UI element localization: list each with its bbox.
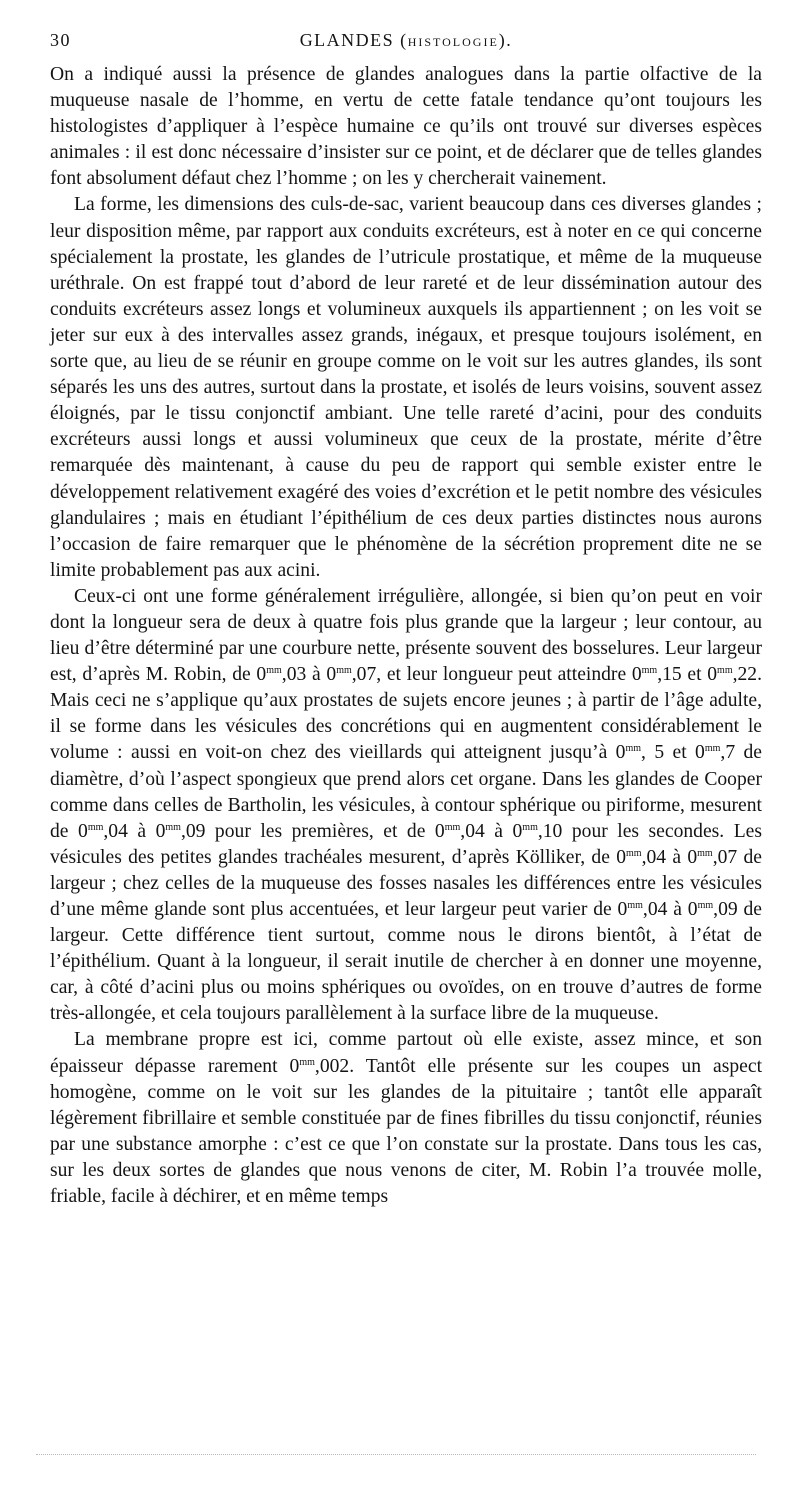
unit-superscript: mm <box>626 847 642 859</box>
text-run: ,03 à 0 <box>281 664 337 686</box>
page-number: 30 <box>50 30 71 50</box>
footer-rule <box>36 1454 756 1455</box>
text-run: ,04 à 0 <box>460 820 523 842</box>
unit-superscript: mm <box>627 900 643 911</box>
unit-superscript: mm <box>522 821 538 833</box>
paragraph-membrane-propre <box>50 1027 762 1210</box>
unit-superscript: mm <box>299 1056 315 1068</box>
text-run: ,002. Tantôt elle présente sur les coupes un aspect homogène, comme on le voit sur les glandes de la pituitaire ; tantôt elle apparaît légèrement fibrillaire et semble constituée par de fines fibrilles du tissu conjonctif, réunies par une substance amorphe : c’est ce que l’on constate sur la prostate. Dans tous les cas, sur les deux sortes de glandes que nous venons de citer, M. Robin l’a trouvée molle, friable, facile à déchirer, et en même temps <box>50 1055 763 1208</box>
unit-superscript: mm <box>697 900 714 911</box>
text-run: ,04 à 0 <box>103 820 166 842</box>
text-run: ,22. Mais ceci ne s’applique qu’aux prostates de sujets encore jeunes ; à partir de l’âge adulte, il se forme dans les vésicules des concrétions qui en augmentent considérablement le volume : aussi en voit-on chez des vieillards qui atteignent jusqu’à 0 <box>50 664 762 764</box>
text-run: ,07 de largeur ; chez celles de la muqueuse des fosses nasales les différences entre les vésicules d’une même glande sont plus accentuées, et leur largeur peut varier de 0 <box>50 846 762 920</box>
text-run: ,04 à 0 <box>642 899 698 920</box>
unit-superscript: mm <box>697 847 713 859</box>
running-title-smallcaps: HISTOLOGIE <box>407 35 499 49</box>
text-run: Ceux-ci ont une forme généralement irrégulière, allongée, si bien qu’on peut en voir dont la longueur sera de deux à quatre fois plus grande que la largeur ; leur contour, au lieu d’être déterminé par une courbure nette, présente souvent des bosselures. Leur largeur est, d’après M. Robin, de 0 <box>50 585 762 686</box>
unit-superscript: mm <box>641 665 658 677</box>
unit-superscript: mm <box>336 665 352 677</box>
text-run: La membrane propre est ici, comme partout où elle existe, assez mince, et son épaisseur dépasse rarement 0 <box>50 1029 762 1077</box>
text-run: ,7 de diamètre, d’où l’aspect spongieux que prend alors cet organe. Dans les glandes de Cooper comme dans celles de Bartholin, les vésicules, à contour sphérique ou piriforme, mesurent de 0 <box>50 742 763 842</box>
running-title-main: GLANDES ( <box>299 30 408 50</box>
running-head <box>50 30 762 54</box>
unit-superscript: mm <box>165 821 181 833</box>
unit-superscript: mm <box>625 743 642 755</box>
text-run: ,07, et leur longueur peut atteindre 0 <box>351 664 642 686</box>
unit-superscript: mm <box>717 665 733 677</box>
paragraph-olfactive-glands: On a indiqué aussi la présence de glandes analogues dans la partie olfactive de la muqueuse nasale de l’homme, en vertu de cette fatale tendance qu’ont toujours les histologistes d’appliquer à l’espèce humaine ce qu’ils ont trouvé sur diverses espèces animales : il est donc nécessaire d’insister sur ce point, et de déclarer que de telles glandes font absolument défaut chez l’homme ; on les y chercherait vainement. <box>50 64 762 190</box>
unit-superscript: mm <box>704 743 721 755</box>
text-run: ,09 pour les premières, et de 0 <box>180 820 445 842</box>
text-run: ,15 et 0 <box>657 664 718 686</box>
text-run: , 5 et 0 <box>641 742 705 764</box>
text-run: ,04 à 0 <box>641 846 698 868</box>
text-run: ,10 pour les secondes. Les vésicules des petites glandes trachéales mesurent, d’après Kölliker, de 0 <box>50 820 762 868</box>
body-text <box>50 62 762 1210</box>
paragraph-forme-dimensions: La forme, les dimensions des culs-de-sac, varient beaucoup dans ces diverses glandes ; leur disposition même, par rapport aux conduits excréteurs, est à noter en ce qui concerne spécialement la prostate, les glandes de l’utricule prostatique, et même de la muqueuse uréthrale. On est frappé tout d’abord de leur rareté et de leur dissémination autour des conduits excréteurs assez longs et volumineux auxquels ils appartiennent ; on les voit se jeter sur eux à des intervalles assez grands, inégaux, et presque toujours isolément, en sorte que, au lieu de se réunir en groupe comme on le voit sur les autres glandes, ils sont séparés les uns des autres, surtout dans la prostate, et isolés de leurs voisins, souvent assez éloignés, par le tissu conjonctif ambiant. Une telle rareté d’acini, pour des conduits excréteurs aussi longs et aussi volumineux que ceux de la prostate, mérite d’être remarquée dès maintenant, à cause du peu de rapport qui semble exister entre le développement relativement exagéré des voies d’excrétion et le petit nombre des vésicules glandulaires ; mais en étudiant l’épithélium de ces deux parties distinctes nous aurons l’occasion de faire remarquer que le phénomène de la sécrétion proprement dite ne se limite probablement pas aux acini. <box>50 194 762 581</box>
paragraph-acini-dimensions <box>50 584 762 1028</box>
text-run: ,09 de largeur. Cette différence tient surtout, comme nous le dirons bientôt, à l’état de l’épithélium. Quant à la longueur, il serait inutile de chercher à en donner une moyenne, car, à côté d’acini plus ou moins sphériques ou ovoïdes, on en trouve d’autres de forme très-allongée, et cela toujours parallèlement à la surface libre de la muqueuse. <box>50 899 763 1025</box>
document-page <box>50 30 762 1210</box>
unit-superscript: mm <box>87 821 104 833</box>
running-title-end: ). <box>498 30 513 50</box>
running-title <box>50 30 762 51</box>
unit-superscript: mm <box>444 821 461 833</box>
unit-superscript: mm <box>266 665 282 677</box>
